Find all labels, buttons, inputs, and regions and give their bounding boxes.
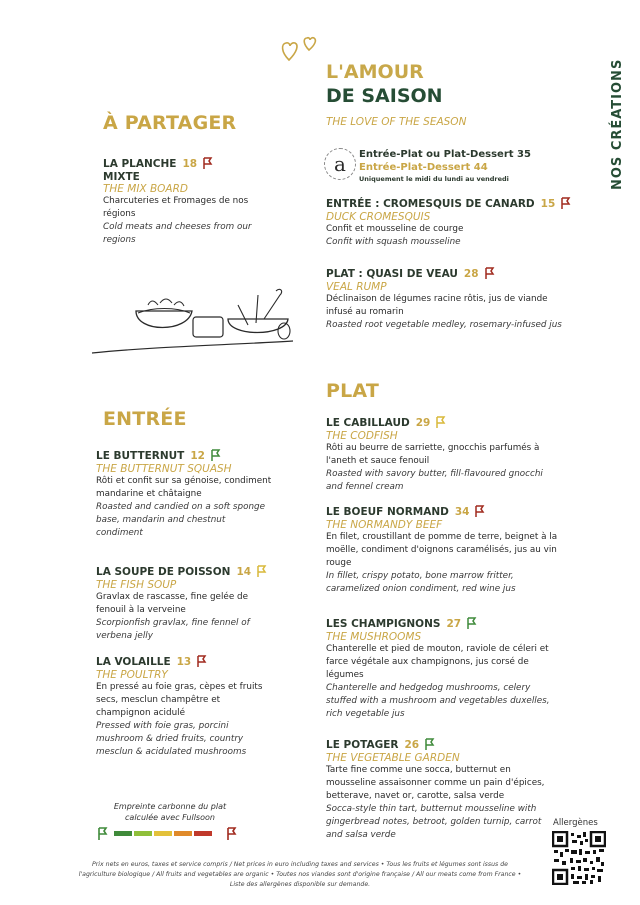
plat-dish-2 [326,500,558,596]
carbon-flag-icon [485,267,495,279]
dish-description-en: Roasted and candied on a soft sponge base, mandarin and chestnut condiment [96,502,266,538]
dish-name: LA SOUPE DE POISSON [96,566,231,578]
dish-description: Gravlax de rascasse, fine gelée de fenouil à la verveine [96,592,249,615]
dish-name: PLAT : QUASI DE VEAU [326,268,458,280]
carbon-flag-icon [425,738,435,750]
dish-description: Tarte fine comme une socca, butternut en mousseline assaisonner comme un pain d'épices, betterave, navet or, carotte, salsa verde [326,765,545,801]
allergens-label: Allergènes [553,818,598,828]
section-title-partager: À PARTAGER [103,112,237,134]
formula-note: Uniquement le midi du lundi au vendredi [359,175,509,183]
entree-dish-1 [96,444,272,540]
dish-description-en: Socca-style thin tart, butternut mousseline with gingerbread notes, betroot, golden turnip, carrot and salsa verde [326,804,542,840]
dish-name: LA VOLAILLE [96,656,171,668]
scale-segment [134,831,152,836]
dish-english-name: VEAL RUMP [326,281,387,293]
carbon-label-line1: Empreinte carbonne du plat [113,802,227,811]
footer-line1: Prix nets en euros, taxes et service compris / Net prices in euro including taxes and services • Tous les fruits et légumes sont issus de [92,861,508,868]
carbon-flag-icon [211,449,221,461]
dish-description: Déclinaison de légumes racine rôtis, jus de viande infusé au romarin [326,294,548,317]
carbon-flag-icon [561,197,571,209]
plat-dish-3 [326,612,558,721]
carbon-flag-icon [197,655,207,667]
dish-description: En pressé au foie gras, cèpes et fruits secs, mesclun champêtre et champignon acidulé [96,682,263,718]
dish-description-en: Roasted root vegetable medley, rosemary-infused jus [326,320,562,330]
dish-price: 12 [190,450,205,462]
dish-description-en: Pressed with foie gras, porcini mushroom & dried fruits, country mesclun & acidulated mushrooms [96,721,247,757]
dish-price: 27 [446,618,462,630]
dish-name: LA PLANCHE [103,158,177,170]
dish-description-en: Roasted with savory butter, fill-flavoured gnocchi and fennel cream [326,469,543,492]
carbon-label-line2: calculée avec Fullsoon [125,813,215,822]
dish-description-en: Chanterelle and hedgedog mushrooms, celery stuffed with a mushroom and vegetables duxelles, rich vegetable jus [326,683,550,719]
carbon-flag-icon [436,416,446,428]
section-title-entree: ENTRÉE [103,408,187,430]
partager-dish [103,152,273,247]
season-title [326,60,443,108]
dish-english-name: THE VEGETABLE GARDEN [326,752,460,764]
season-dish-2 [326,262,576,332]
side-label: NOS CRÉATIONS [610,58,625,190]
dish-name: LE BOEUF NORMAND [326,506,449,518]
dish-price: 29 [415,417,431,429]
dish-description-en: Cold meats and cheeses from our regions [103,222,252,245]
carbon-flag-icon [203,157,213,169]
dish-english-name: THE MIX BOARD [103,183,188,195]
dish-price: 14 [236,566,252,578]
dish-description: Rôti et confit sur sa génoise, condiment mandarine et châtaigne [96,476,272,499]
section-title-plat: PLAT [326,380,380,402]
high-carbon-flag-icon [228,828,235,840]
dish-name: LE POTAGER [326,739,399,751]
dish-name: LE BUTTERNUT [96,450,185,462]
footer-line3: Liste des allergènes disponible sur demande. [229,881,371,888]
restaurant-logo [324,148,356,180]
logo-letter: a [334,152,346,176]
dish-english-name: DUCK CROMESQUIS [326,211,431,223]
dish-price: 15 [540,198,556,210]
tableware-illustration [88,285,298,357]
dish-price: 34 [454,506,470,518]
dish-english-name: THE BUTTERNUT SQUASH [96,463,232,475]
dish-description-en: In fillet, crispy potato, bone marrow fritter, caramelized onion condiment, red wine jus [326,571,516,594]
low-carbon-flag-icon [99,828,106,840]
dish-name: LES CHAMPIGNONS [326,618,441,630]
scale-segment [114,831,132,836]
formula-line2: Entrée-Plat-Dessert 44 [359,162,488,173]
season-title-line1: L'AMOUR [326,61,424,83]
dish-english-name: THE MUSHROOMS [326,631,422,643]
scale-segment [154,831,172,836]
dish-name: ENTRÉE : CROMESQUIS DE CANARD [326,198,535,210]
dish-name-line2: MIXTE [103,171,140,183]
dish-price: 18 [182,158,198,170]
plat-dish-1 [326,411,558,494]
dish-price: 28 [463,268,479,280]
dish-english-name: THE POULTRY [96,669,168,681]
dish-name: LE CABILLAUD [326,417,410,429]
dish-description: Rôti au beurre de sarriette, gnocchis parfumés à l'aneth et sauce fenouil [326,443,540,466]
season-title-line2: DE SAISON [326,85,443,107]
entree-dish-2 [96,560,272,643]
dish-price: 26 [404,739,420,751]
formula-block [359,148,531,184]
plat-dish-4 [326,733,548,842]
formula-line1: Entrée-Plat ou Plat-Dessert 35 [359,149,531,160]
dish-price: 13 [176,656,192,668]
dish-english-name: THE NORMANDY BEEF [326,519,443,531]
carbon-flag-icon [467,617,477,629]
dish-description: Charcuteries et Fromages de nos régions [103,196,249,219]
carbon-flag-icon [475,505,485,517]
dish-english-name: THE FISH SOUP [96,579,177,591]
season-subtitle: THE LOVE OF THE SEASON [326,116,467,128]
carbon-legend [100,801,240,823]
scale-segment [174,831,192,836]
hearts-icon [279,36,321,66]
footer-line2: l'agriculture biologique / All fruits and vegetables are organic • Toutes nos viandes sont d'origine française / All our meats come from France • [78,871,522,878]
scale-segment [194,831,212,836]
qr-code-icon[interactable] [552,831,606,885]
season-dish-1 [326,192,576,249]
entree-dish-3 [96,650,272,759]
dish-description-en: Scorpionfish gravlax, fine fennel of verbena jelly [96,618,250,641]
dish-description-en: Confit with squash mousseline [326,237,461,247]
dish-description: En filet, croustillant de pomme de terre, beignet à la moëlle, condiment d'oignons caramélisés, jus au vin rouge [326,532,558,568]
dish-description: Chanterelle et pied de mouton, raviole de céleri et farce végétale aux champignons, jus corsé de légumes [326,644,549,680]
dish-english-name: THE CODFISH [326,430,398,442]
footer-notes [60,860,540,890]
dish-description: Confit et mousseline de courge [326,224,464,234]
carbon-flag-icon [257,565,267,577]
carbon-scale [96,826,242,842]
